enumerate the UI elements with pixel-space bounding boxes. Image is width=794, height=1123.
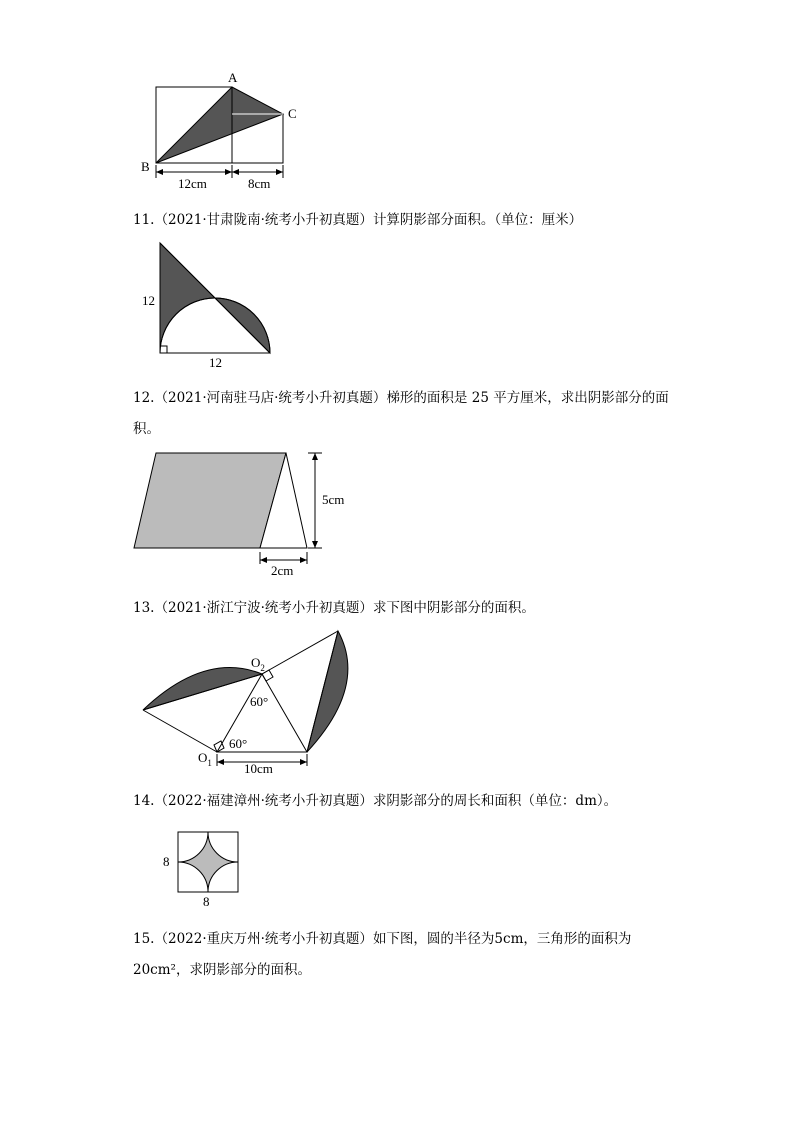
dim-12cm: 12cm: [178, 176, 207, 191]
question-source: （2021·甘肃陇南·统考小升初真题）: [154, 212, 373, 228]
height-label: 5cm: [322, 492, 345, 507]
dim-8cm: 8cm: [248, 176, 271, 191]
question-number: 14.: [133, 793, 155, 809]
question-body: 计算阴影部分面积。（单位：厘米）: [372, 212, 583, 228]
question-source: （2022·重庆万州·统考小升初真题）: [154, 931, 373, 947]
question-number: 12.: [133, 390, 155, 406]
side-label-8: 8: [163, 854, 170, 869]
figure-q12: [130, 448, 360, 578]
figure-q11: [135, 243, 285, 373]
question-number: 15.: [133, 931, 155, 947]
angle-top: 60°: [250, 694, 269, 709]
question-14: [133, 786, 673, 817]
label-b: B: [141, 159, 150, 174]
side-label-12: 12: [142, 293, 155, 308]
question-body: 如下图，圆的半径为5cm，三角形的面积为20cm²，求阴影部分的面积。: [133, 931, 632, 978]
figure-q10: [130, 68, 310, 193]
shaded-triangle: [156, 87, 283, 163]
base-label: 2cm: [271, 563, 294, 578]
bottom-label-12: 12: [209, 355, 222, 370]
question-13: [133, 593, 673, 624]
question-body: 梯形的面积是 25 平方厘米，求出阴影部分的面积。: [133, 390, 669, 437]
angle-bottom: 60°: [229, 736, 248, 751]
question-source: （2021·河南驻马店·统考小升初真题）: [154, 390, 387, 406]
figure-q13: [135, 626, 365, 776]
question-number: 13.: [133, 600, 155, 616]
label-c: C: [288, 106, 297, 121]
shaded-segment-left: [143, 668, 262, 710]
label-o2: $O_2$: [251, 655, 265, 673]
question-12: [133, 383, 673, 445]
question-source: （2022·福建漳州·统考小升初真题）: [154, 793, 373, 809]
base-label: 10cm: [244, 761, 273, 776]
shaded-parallelogram: [134, 453, 286, 548]
question-body: 求下图中阴影部分的面积。: [372, 600, 535, 616]
label-o1: $O_1$: [198, 750, 212, 768]
bottom-label-8: 8: [203, 894, 210, 909]
shaded-region: [160, 243, 215, 353]
question-11: [133, 205, 673, 236]
question-15: [133, 924, 673, 986]
shaded-segment-right: [307, 631, 348, 752]
figure-q14: [160, 830, 250, 910]
label-a: A: [228, 70, 238, 85]
question-number: 11.: [133, 212, 155, 228]
question-body: 求阴影部分的周长和面积（单位：dm）。: [372, 793, 618, 809]
question-source: （2021·浙江宁波·统考小升初真题）: [154, 600, 373, 616]
